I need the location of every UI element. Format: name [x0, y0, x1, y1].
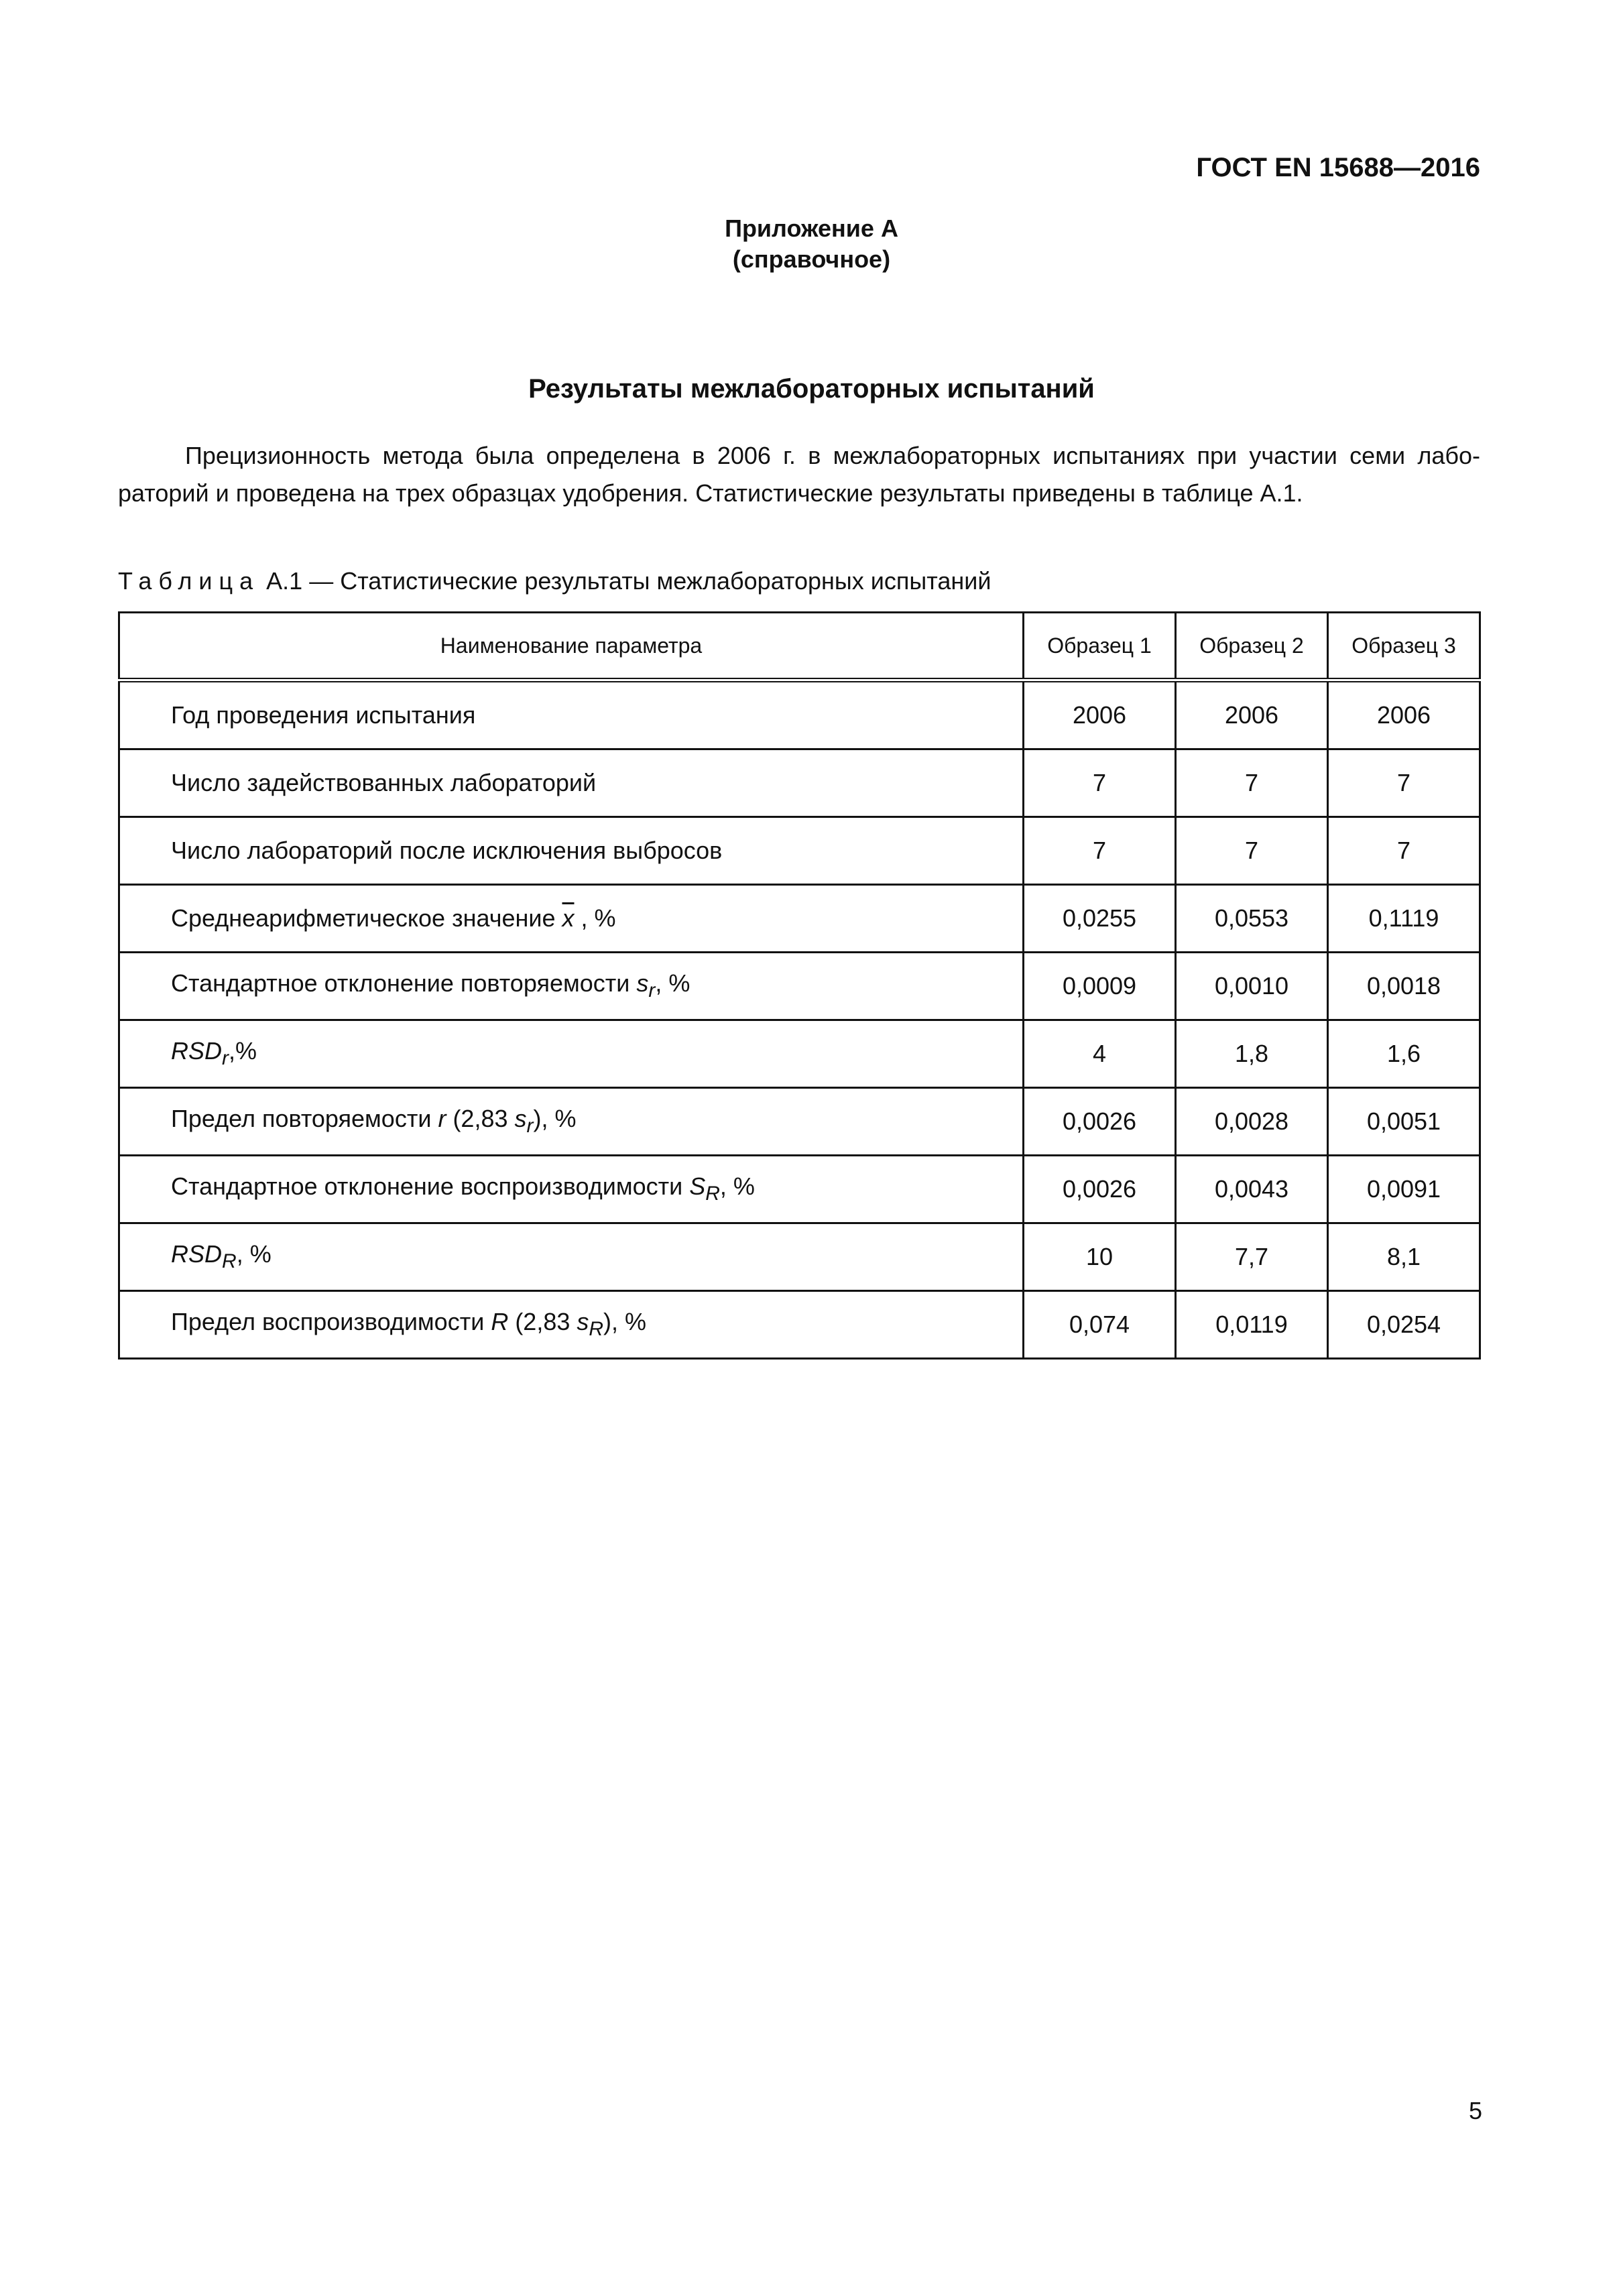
value-cell-sample-2: 2006	[1176, 680, 1328, 749]
value-cell-sample-2: 7,7	[1176, 1223, 1328, 1291]
value-cell-sample-3: 0,0254	[1328, 1291, 1480, 1359]
value-cell-sample-2: 1,8	[1176, 1020, 1328, 1088]
value-cell-sample-2: 0,0119	[1176, 1291, 1328, 1359]
parameter-text: Стандартное отклонение воспроизводимости	[171, 1172, 690, 1201]
intro-line-2: раторий и проведена на трех образцах удобрения. Статистические результаты приведены в таблице А.1.	[118, 479, 1303, 507]
table-row	[119, 1020, 1480, 1088]
parameter-name-cell	[119, 1223, 1024, 1291]
section-title: Результаты межлабораторных испытаний	[528, 374, 1095, 404]
header-sample-2: Образец 2	[1176, 613, 1328, 680]
parameter-name-cell	[119, 953, 1024, 1020]
parameter-name-cell	[119, 680, 1024, 749]
value-cell-sample-1: 7	[1024, 817, 1176, 885]
parameter-text: s	[514, 1105, 527, 1133]
value-cell-sample-1: 0,074	[1024, 1291, 1176, 1359]
table-caption-text: А.1 — Статистические результаты межлабораторных испытаний	[259, 567, 991, 595]
parameter-text: , %	[719, 1172, 755, 1201]
table-row	[119, 885, 1480, 953]
parameter-text: r	[222, 1047, 229, 1070]
document-code: ГОСТ EN 15688—2016	[1196, 153, 1480, 182]
header-parameter: Наименование параметра	[119, 613, 1024, 680]
table-row	[119, 749, 1480, 817]
header-sample-1: Образец 1	[1024, 613, 1176, 680]
parameter-text: ,%	[229, 1037, 257, 1065]
parameter-name-cell	[119, 749, 1024, 817]
table-row	[119, 1088, 1480, 1156]
intro-paragraph	[118, 437, 1480, 512]
value-cell-sample-3: 0,0018	[1328, 953, 1480, 1020]
parameter-name-cell	[119, 1156, 1024, 1223]
parameter-text: , %	[236, 1240, 272, 1268]
page-number: 5	[1468, 2097, 1482, 2124]
parameter-text: R	[589, 1318, 604, 1341]
value-cell-sample-1: 0,0026	[1024, 1088, 1176, 1156]
parameter-text: RSD	[171, 1037, 223, 1065]
table-body	[119, 680, 1480, 1359]
value-cell-sample-1: 0,0009	[1024, 953, 1176, 1020]
parameter-text: S	[689, 1172, 706, 1201]
value-cell-sample-2: 0,0553	[1176, 885, 1328, 953]
parameter-text: Число лабораторий после исключения выбросов	[171, 837, 723, 864]
parameter-text: Стандартное отклонение повторяемости	[171, 969, 637, 998]
value-cell-sample-3: 1,6	[1328, 1020, 1480, 1088]
parameter-text: , %	[655, 969, 690, 998]
table-caption	[118, 567, 991, 595]
parameter-text: Год проведения испытания	[171, 701, 476, 729]
statistics-table	[118, 611, 1481, 1360]
table-caption-prefix: Таблица	[118, 567, 260, 595]
annex-heading	[0, 213, 1623, 275]
value-cell-sample-1: 10	[1024, 1223, 1176, 1291]
parameter-text: (2,83	[508, 1308, 577, 1336]
value-cell-sample-2: 0,0028	[1176, 1088, 1328, 1156]
value-cell-sample-2: 7	[1176, 749, 1328, 817]
parameter-text: , %	[574, 904, 616, 932]
value-cell-sample-3: 0,1119	[1328, 885, 1480, 953]
parameter-text: R	[491, 1308, 509, 1336]
parameter-text: R	[705, 1183, 720, 1205]
value-cell-sample-1: 0,0255	[1024, 885, 1176, 953]
value-cell-sample-3: 7	[1328, 817, 1480, 885]
parameter-text: r	[648, 979, 656, 1002]
value-cell-sample-3: 7	[1328, 749, 1480, 817]
parameter-text: s	[636, 969, 649, 998]
table-row	[119, 1291, 1480, 1359]
table-row	[119, 1156, 1480, 1223]
value-cell-sample-2: 7	[1176, 817, 1328, 885]
parameter-text: ), %	[603, 1308, 647, 1336]
parameter-name-cell	[119, 1088, 1024, 1156]
value-cell-sample-3: 2006	[1328, 680, 1480, 749]
parameter-name-cell	[119, 1020, 1024, 1088]
intro-line-1: Прецизионность метода была определена в 2006 г. в межлабораторных испытаниях при участии семи лабо-	[185, 442, 1480, 469]
parameter-text: Предел воспроизводимости	[171, 1308, 491, 1336]
parameter-text: r	[526, 1115, 534, 1138]
parameter-text: r	[438, 1105, 446, 1133]
parameter-text: $\overline{x}$	[562, 904, 575, 932]
parameter-name-cell	[119, 885, 1024, 953]
value-cell-sample-1: 2006	[1024, 680, 1176, 749]
parameter-text: Число задействованных лабораторий	[171, 769, 597, 796]
table-row	[119, 1223, 1480, 1291]
annex-title: Приложение А	[725, 215, 898, 242]
parameter-text: R	[222, 1250, 237, 1273]
parameter-text: s	[577, 1308, 589, 1336]
parameter-name-cell	[119, 1291, 1024, 1359]
value-cell-sample-3: 0,0051	[1328, 1088, 1480, 1156]
header-sample-3: Образец 3	[1328, 613, 1480, 680]
parameter-text: (2,83	[446, 1105, 515, 1133]
table-row	[119, 680, 1480, 749]
value-cell-sample-3: 0,0091	[1328, 1156, 1480, 1223]
table-row	[119, 953, 1480, 1020]
parameter-text: Предел повторяемости	[171, 1105, 438, 1133]
parameter-text: Среднеарифметическое значение	[171, 904, 562, 932]
value-cell-sample-1: 0,0026	[1024, 1156, 1176, 1223]
table-header-row	[119, 613, 1480, 680]
value-cell-sample-3: 8,1	[1328, 1223, 1480, 1291]
value-cell-sample-1: 4	[1024, 1020, 1176, 1088]
value-cell-sample-1: 7	[1024, 749, 1176, 817]
annex-subtitle: (справочное)	[732, 245, 891, 273]
value-cell-sample-2: 0,0010	[1176, 953, 1328, 1020]
parameter-text: RSD	[171, 1240, 223, 1268]
parameter-text: ), %	[533, 1105, 577, 1133]
value-cell-sample-2: 0,0043	[1176, 1156, 1328, 1223]
table-row	[119, 817, 1480, 885]
parameter-name-cell	[119, 817, 1024, 885]
